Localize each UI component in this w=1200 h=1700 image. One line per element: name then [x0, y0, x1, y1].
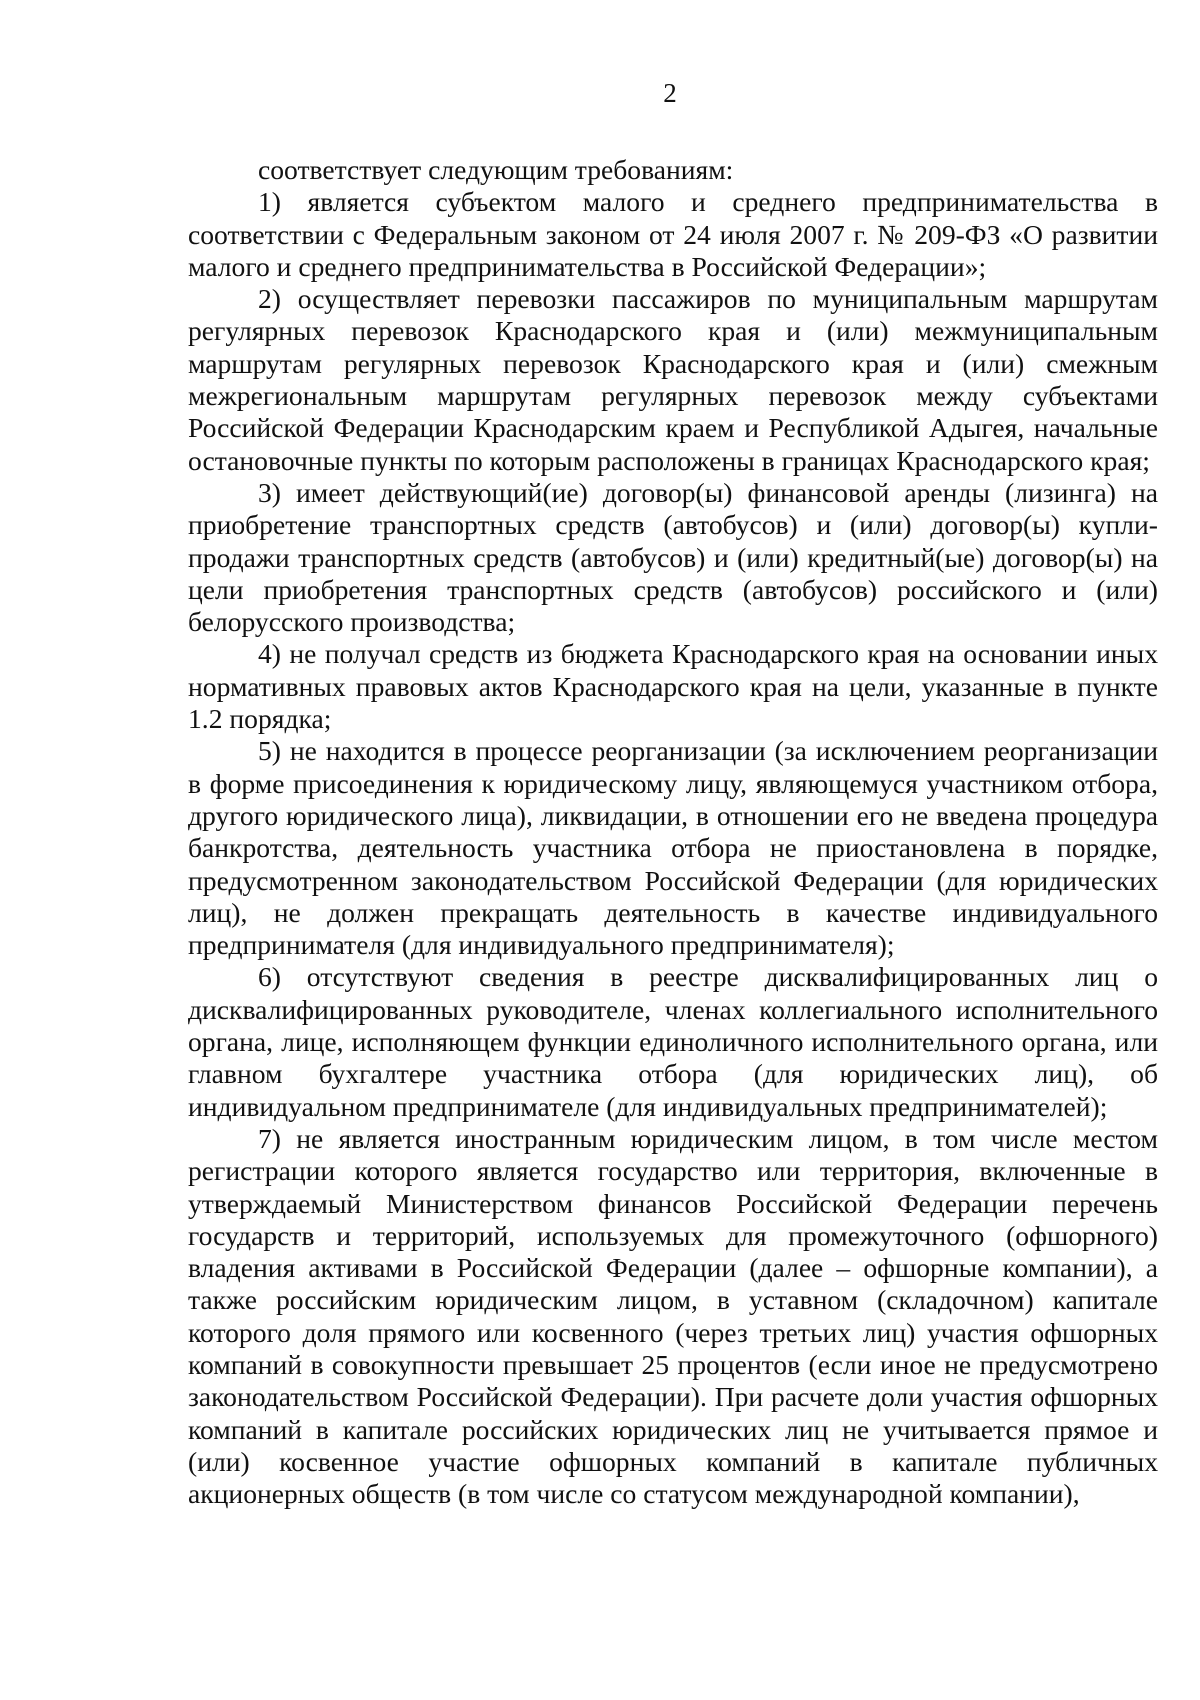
paragraph-item-3: 3) имеет действующий(ие) договор(ы) финансовой аренды (лизинга) на приобретение транспортных средств (автобусов) и (или) договор(ы) купли-продажи транспортных средств (автобусов) и (или) кредитный(ые) договор(ы) на цели приобретения транспортных средств (автобусов) российского и (или) белорусского производства; [188, 476, 1158, 638]
paragraph-item-6: 6) отсутствуют сведения в реестре дисквалифицированных лиц о дисквалифицированных руководителе, членах коллегиального исполнительного органа, лице, исполняющем функции единоличного исполнительного органа, или главном бухгалтере участника отбора (для юридических лиц), об индивидуальном предпринимателе (для индивидуальных предпринимателей); [188, 961, 1158, 1122]
paragraph-item-1: 1) является субъектом малого и среднего предпринимательства в соответствии с Федеральным законом от 24 июля 2007 г. № 209-ФЗ «О развитии малого и среднего предпринимательства в Российской Федерации»; [188, 186, 1158, 282]
paragraph-item-7: 7) не является иностранным юридическим лицом, в том числе местом регистрации которого является государство или территория, включенные в утверждаемый Министерством финансов Российской Федерации перечень государств и территорий, используемых для промежуточного (офшорного) владения активами в Российской Федерации (далее – офшорные компании), а также российским юридическим лицом, в уставном (складочном) капитале которого доля прямого или косвенного (через третьих лиц) участия офшорных компаний в совокупности превышает 25 процентов (если иное не предусмотрено законодательством Российской Федерации). При расчете доли участия офшорных компаний в капитале российских юридических лиц не учитывается прямое и (или) косвенное участие офшорных компаний в капитале публичных акционерных обществ (в том числе со статусом международной компании), [188, 1122, 1158, 1510]
page-number: 2 [663, 78, 677, 108]
paragraph-item-5: 5) не находится в процессе реорганизации (за исключением реорганизации в форме присоединения к юридическому лицу, являющемуся участником отбора, другого юридического лица), ликвидации, в отношении его не введена процедура банкротства, деятельность участника отбора не приостановлена в порядке, предусмотренном законодательством Российской Федерации (для юридических лиц), не должен прекращать деятельность в качестве индивидуального предпринимателя (для индивидуального предпринимателя); [188, 735, 1158, 961]
document-body [188, 154, 1158, 1510]
paragraph-item-4: 4) не получал средств из бюджета Краснодарского края на основании иных нормативных правовых актов Краснодарского края на цели, указанные в пункте 1.2 порядка; [188, 638, 1158, 735]
paragraph-intro: соответствует следующим требованиям: [258, 154, 734, 185]
paragraph-item-2: 2) осуществляет перевозки пассажиров по муниципальным маршрутам регулярных перевозок Краснодарского края и (или) межмуниципальным маршрутам регулярных перевозок Краснодарского края и (или) смежным межрегиональным маршрутам регулярных перевозок между субъектами Российской Федерации Краснодарским краем и Республикой Адыгея, начальные остановочные пункты по которым расположены в границах Краснодарского края; [188, 283, 1158, 476]
